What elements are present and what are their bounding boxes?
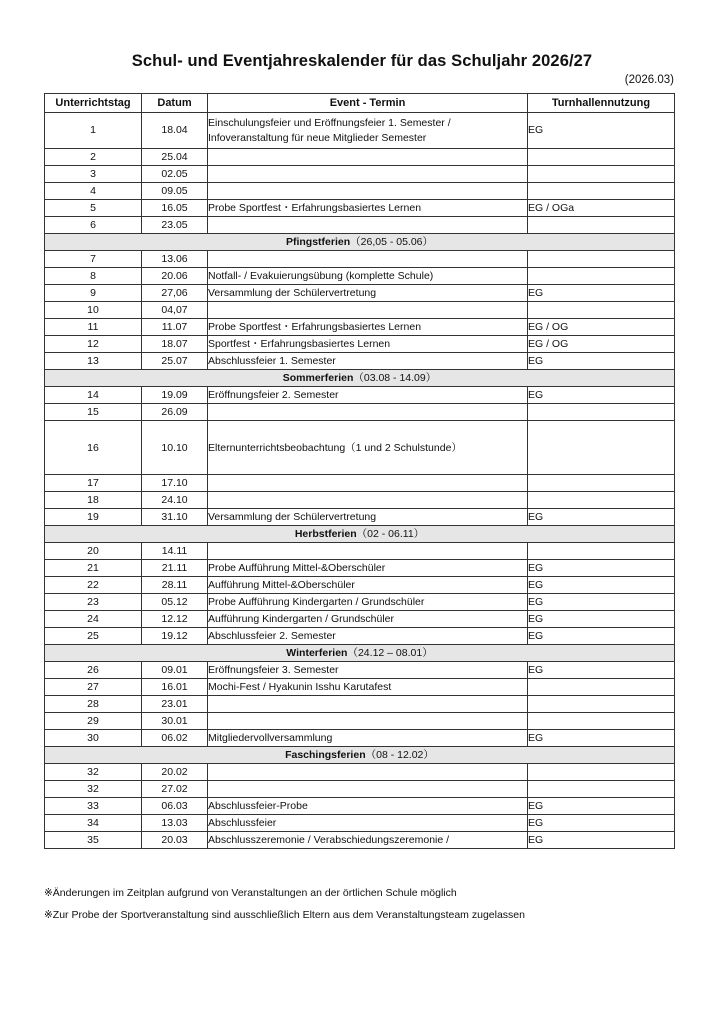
day-number-cell: 23 [45, 594, 142, 611]
table-row [45, 798, 675, 815]
table-row [45, 730, 675, 747]
gym-cell [528, 713, 675, 730]
day-number-cell: 27 [45, 679, 142, 696]
date-cell: 20.06 [142, 268, 208, 285]
header-event: Event - Termin [208, 94, 528, 113]
table-row [45, 543, 675, 560]
event-cell [208, 543, 528, 560]
event-cell: Abschlussfeier 1. Semester [208, 353, 528, 370]
date-cell: 27.02 [142, 781, 208, 798]
day-number-cell: 24 [45, 611, 142, 628]
table-row [45, 183, 675, 200]
holiday-row [45, 645, 675, 662]
gym-cell [528, 302, 675, 319]
date-cell: 25.07 [142, 353, 208, 370]
calendar-body [45, 113, 675, 849]
gym-cell [528, 781, 675, 798]
table-row [45, 285, 675, 302]
day-number-cell: 4 [45, 183, 142, 200]
holiday-row [45, 370, 675, 387]
table-row [45, 713, 675, 730]
gym-cell [528, 183, 675, 200]
gym-cell: EG [528, 285, 675, 302]
day-number-cell: 34 [45, 815, 142, 832]
event-cell: Probe Sportfest・Erfahrungsbasiertes Lernen [208, 319, 528, 336]
gym-cell [528, 764, 675, 781]
day-number-cell: 11 [45, 319, 142, 336]
table-row [45, 815, 675, 832]
table-row [45, 217, 675, 234]
day-number-cell: 20 [45, 543, 142, 560]
event-cell [208, 166, 528, 183]
footnote: ※Änderungen im Zeitplan aufgrund von Veranstaltungen an der örtlichen Schule möglich [44, 887, 457, 899]
day-number-cell: 32 [45, 764, 142, 781]
date-cell: 06.03 [142, 798, 208, 815]
table-row [45, 421, 675, 475]
gym-cell: EG [528, 594, 675, 611]
gym-cell: EG [528, 387, 675, 404]
day-number-cell: 22 [45, 577, 142, 594]
event-cell [208, 251, 528, 268]
table-row [45, 611, 675, 628]
date-cell: 28.11 [142, 577, 208, 594]
table-row [45, 113, 675, 149]
date-cell: 09.01 [142, 662, 208, 679]
table-row [45, 577, 675, 594]
date-cell: 19.12 [142, 628, 208, 645]
date-cell: 18.07 [142, 336, 208, 353]
day-number-cell: 12 [45, 336, 142, 353]
event-cell [208, 302, 528, 319]
gym-cell: EG [528, 798, 675, 815]
table-row [45, 509, 675, 526]
gym-cell [528, 404, 675, 421]
gym-cell: EG [528, 353, 675, 370]
day-number-cell: 15 [45, 404, 142, 421]
day-number-cell: 32 [45, 781, 142, 798]
event-cell: Abschlussfeier [208, 815, 528, 832]
table-row [45, 475, 675, 492]
day-number-cell: 2 [45, 149, 142, 166]
date-cell: 24.10 [142, 492, 208, 509]
holiday-row [45, 234, 675, 251]
table-row [45, 251, 675, 268]
gym-cell [528, 421, 675, 475]
event-cell: Aufführung Mittel-&Oberschüler [208, 577, 528, 594]
footnote: ※Zur Probe der Sportveranstaltung sind ausschließlich Eltern aus dem Veranstaltungsteam zugelassen [44, 909, 525, 921]
day-number-cell: 28 [45, 696, 142, 713]
event-cell: Eröffnungsfeier 2. Semester [208, 387, 528, 404]
date-cell: 02.05 [142, 166, 208, 183]
gym-cell [528, 268, 675, 285]
date-cell: 06.02 [142, 730, 208, 747]
date-cell: 20.03 [142, 832, 208, 849]
document-title: Schul- und Eventjahreskalender für das Schuljahr 2026/27 [131, 52, 593, 70]
table-row [45, 679, 675, 696]
date-cell: 14.11 [142, 543, 208, 560]
event-cell: Aufführung Kindergarten / Grundschüler [208, 611, 528, 628]
table-row [45, 200, 675, 217]
holiday-cell [45, 747, 675, 764]
event-cell: Elternunterrichtsbeobachtung（1 und 2 Schulstunde） [208, 421, 528, 475]
date-cell: 10.10 [142, 421, 208, 475]
holiday-name: Faschingsferien [285, 749, 366, 761]
event-cell [208, 764, 528, 781]
event-cell [208, 404, 528, 421]
day-number-cell: 17 [45, 475, 142, 492]
event-cell: Mochi-Fest / Hyakunin Isshu Karutafest [208, 679, 528, 696]
gym-cell [528, 475, 675, 492]
gym-cell [528, 679, 675, 696]
event-cell: Einschulungsfeier und Eröffnungsfeier 1. Semester / Infoveranstaltung für neue Mitglieder Semester [208, 113, 528, 149]
date-cell: 27,06 [142, 285, 208, 302]
gym-cell: EG [528, 662, 675, 679]
date-cell: 26.09 [142, 404, 208, 421]
gym-cell: EG [528, 577, 675, 594]
table-row [45, 268, 675, 285]
day-number-cell: 19 [45, 509, 142, 526]
day-number-cell: 7 [45, 251, 142, 268]
gym-cell [528, 696, 675, 713]
day-number-cell: 8 [45, 268, 142, 285]
date-cell: 25.04 [142, 149, 208, 166]
date-cell: 05.12 [142, 594, 208, 611]
gym-cell: EG [528, 611, 675, 628]
gym-cell: EG [528, 628, 675, 645]
event-cell: Notfall- / Evakuierungsübung (komplette Schule) [208, 268, 528, 285]
holiday-row [45, 526, 675, 543]
holiday-name: Pfingstferien [285, 236, 351, 248]
event-cell [208, 781, 528, 798]
holiday-range: （03.08 - 14.09） [353, 372, 437, 384]
event-cell: Abschlusszeremonie / Verabschiedungszeremonie / [208, 832, 528, 849]
day-number-cell: 6 [45, 217, 142, 234]
table-row [45, 336, 675, 353]
table-row [45, 404, 675, 421]
footnotes [44, 882, 525, 926]
date-cell: 23.05 [142, 217, 208, 234]
day-number-cell: 16 [45, 421, 142, 475]
event-cell: Sportfest・Erfahrungsbasiertes Lernen [208, 336, 528, 353]
holiday-cell [45, 370, 675, 387]
gym-cell: EG [528, 815, 675, 832]
date-cell: 16.01 [142, 679, 208, 696]
gym-cell [528, 251, 675, 268]
event-cell [208, 475, 528, 492]
gym-cell [528, 217, 675, 234]
table-row [45, 302, 675, 319]
day-number-cell: 25 [45, 628, 142, 645]
day-number-cell: 29 [45, 713, 142, 730]
day-number-cell: 18 [45, 492, 142, 509]
holiday-cell [45, 526, 675, 543]
holiday-name: Sommerferien [282, 372, 354, 384]
date-cell: 23.01 [142, 696, 208, 713]
day-number-cell: 14 [45, 387, 142, 404]
table-row [45, 628, 675, 645]
gym-cell: EG [528, 509, 675, 526]
table-row [45, 492, 675, 509]
day-number-cell: 21 [45, 560, 142, 577]
gym-cell [528, 166, 675, 183]
day-number-cell: 13 [45, 353, 142, 370]
day-number-cell: 30 [45, 730, 142, 747]
table-row [45, 149, 675, 166]
event-cell: Versammlung der Schülervertretung [208, 509, 528, 526]
table-row [45, 319, 675, 336]
date-cell: 17.10 [142, 475, 208, 492]
table-row [45, 353, 675, 370]
gym-cell: EG / OG [528, 319, 675, 336]
header-turnhalle: Turnhallennutzung [528, 94, 675, 113]
table-row [45, 387, 675, 404]
gym-cell: EG / OGa [528, 200, 675, 217]
date-cell: 21.11 [142, 560, 208, 577]
event-cell [208, 149, 528, 166]
day-number-cell: 33 [45, 798, 142, 815]
date-cell: 12.12 [142, 611, 208, 628]
table-row [45, 696, 675, 713]
date-cell: 04,07 [142, 302, 208, 319]
gym-cell: EG [528, 730, 675, 747]
gym-cell [528, 543, 675, 560]
holiday-cell [45, 645, 675, 662]
day-number-cell: 35 [45, 832, 142, 849]
event-cell: Eröffnungsfeier 3. Semester [208, 662, 528, 679]
holiday-range: （26,05 - 05.06） [350, 236, 434, 248]
gym-cell: EG / OG [528, 336, 675, 353]
holiday-range: （24.12 – 08.01） [347, 647, 433, 659]
event-cell [208, 183, 528, 200]
header-unterrichtstag: Unterrichtstag [45, 94, 142, 113]
day-number-cell: 3 [45, 166, 142, 183]
table-header-row [45, 94, 675, 113]
gym-cell: EG [528, 832, 675, 849]
gym-cell [528, 149, 675, 166]
event-cell: Probe Aufführung Kindergarten / Grundschüler [208, 594, 528, 611]
date-cell: 18.04 [142, 113, 208, 149]
gym-cell: EG [528, 113, 675, 149]
date-cell: 16.05 [142, 200, 208, 217]
table-row [45, 832, 675, 849]
event-cell: Versammlung der Schülervertretung [208, 285, 528, 302]
gym-cell [528, 492, 675, 509]
event-cell: Probe Sportfest・Erfahrungsbasiertes Lernen [208, 200, 528, 217]
event-cell: Mitgliedervollversammlung [208, 730, 528, 747]
day-number-cell: 26 [45, 662, 142, 679]
date-cell: 13.03 [142, 815, 208, 832]
date-cell: 09.05 [142, 183, 208, 200]
holiday-range: （08 - 12.02） [365, 749, 434, 761]
table-row [45, 560, 675, 577]
table-row [45, 662, 675, 679]
event-cell: Abschlussfeier 2. Semester [208, 628, 528, 645]
event-cell: Probe Aufführung Mittel-&Oberschüler [208, 560, 528, 577]
event-cell: Abschlussfeier-Probe [208, 798, 528, 815]
gym-cell: EG [528, 560, 675, 577]
holiday-range: （02 - 06.11） [356, 528, 425, 540]
table-row [45, 764, 675, 781]
calendar-table [44, 93, 675, 849]
holiday-row [45, 747, 675, 764]
date-cell: 30.01 [142, 713, 208, 730]
holiday-cell [45, 234, 675, 251]
holiday-name: Herbstferien [294, 528, 357, 540]
event-cell [208, 492, 528, 509]
event-cell [208, 217, 528, 234]
document-version: (2026.03) [624, 74, 674, 86]
date-cell: 31.10 [142, 509, 208, 526]
day-number-cell: 1 [45, 113, 142, 149]
day-number-cell: 10 [45, 302, 142, 319]
holiday-name: Winterferien [286, 647, 348, 659]
date-cell: 20.02 [142, 764, 208, 781]
event-cell [208, 713, 528, 730]
day-number-cell: 5 [45, 200, 142, 217]
date-cell: 13.06 [142, 251, 208, 268]
header-datum: Datum [142, 94, 208, 113]
date-cell: 19.09 [142, 387, 208, 404]
table-row [45, 594, 675, 611]
event-cell [208, 696, 528, 713]
day-number-cell: 9 [45, 285, 142, 302]
date-cell: 11.07 [142, 319, 208, 336]
table-row [45, 166, 675, 183]
table-row [45, 781, 675, 798]
